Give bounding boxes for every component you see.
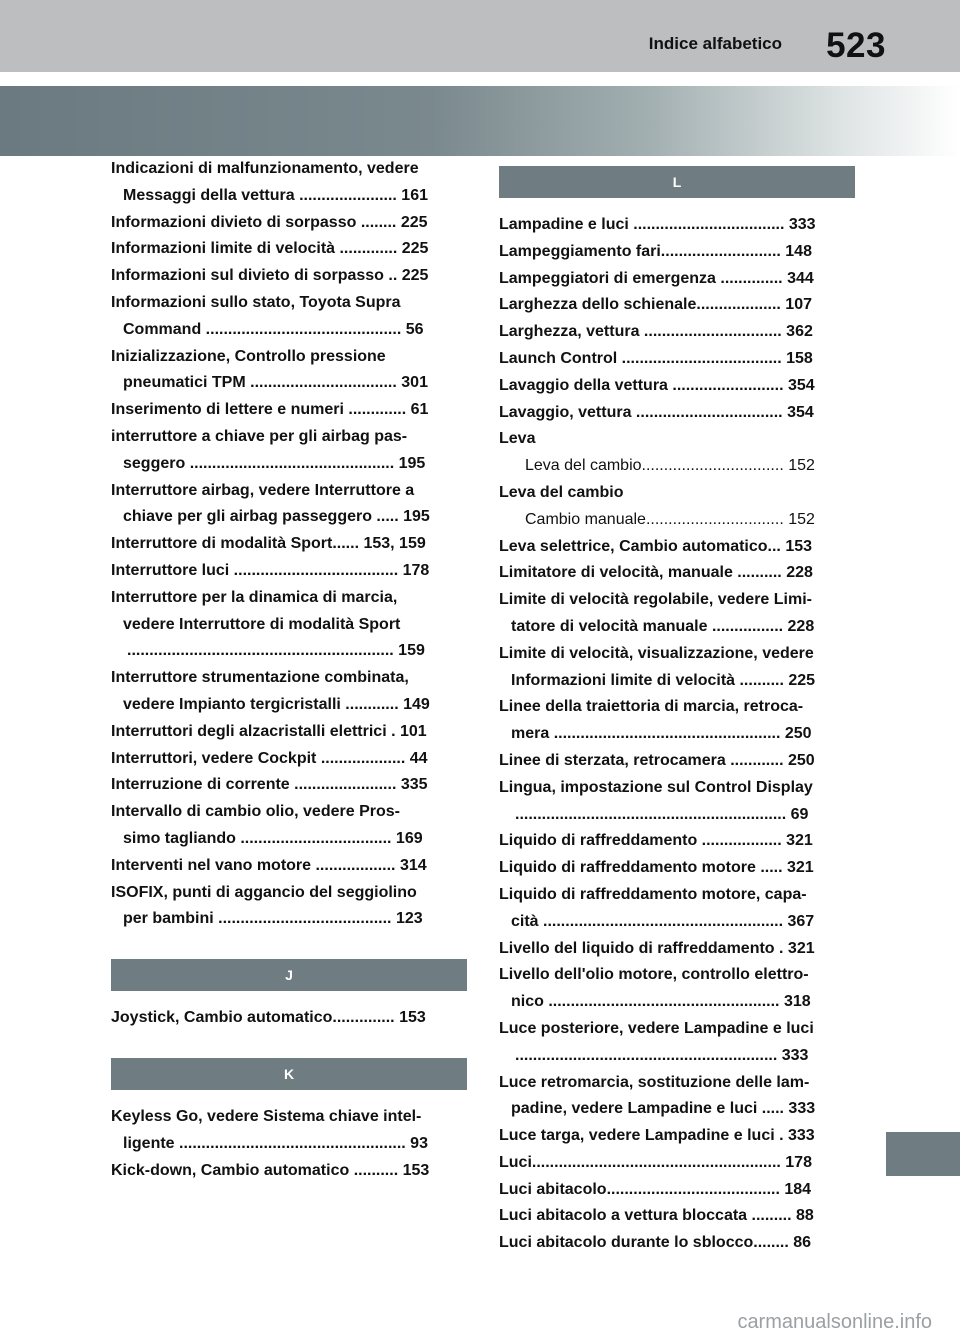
index-entry-continuation: per bambini ....................................... 123 xyxy=(123,910,423,928)
index-entry xyxy=(499,587,855,641)
section-letter-header: L xyxy=(499,166,855,198)
index-entry-text: Kick-down, Cambio automatico .......... 153 xyxy=(111,1161,430,1179)
index-entry xyxy=(499,748,855,775)
spacer xyxy=(111,991,467,1005)
index-entry-text: Lavaggio, vettura ................................. 354 xyxy=(499,403,814,421)
index-entry-text: Launch Control .................................... 158 xyxy=(499,349,813,367)
index-entry-continuation: mera ................................................... 250 xyxy=(511,725,812,743)
index-entry-text: Luce posteriore, vedere Lampadine e luci xyxy=(499,1019,814,1037)
index-entry xyxy=(499,936,855,963)
index-entry-text: Intervallo di cambio olio, vedere Pros- xyxy=(111,803,400,821)
index-entry-continuation: Command ............................................ 56 xyxy=(123,320,424,338)
index-entry xyxy=(499,373,855,400)
index-entry-text: Interventi nel vano motore .................. 314 xyxy=(111,856,427,874)
index-entry xyxy=(499,319,855,346)
index-entry xyxy=(499,292,855,319)
index-entry xyxy=(499,882,855,936)
index-entry-text: Interruttore airbag, vedere Interruttore a xyxy=(111,481,415,499)
index-entry-text: Leva xyxy=(499,430,536,448)
index-entry-continuation: tatore di velocità manuale ................ 228 xyxy=(511,617,815,635)
index-entry xyxy=(499,962,855,1016)
index-entry-text: Informazioni limite di velocità ............. 225 xyxy=(111,240,429,258)
index-entry-text: Informazioni divieto di sorpasso ........ 225 xyxy=(111,213,428,231)
index-entry-continuation: Messaggi della vettura ...................... 161 xyxy=(123,186,428,204)
index-entry-text: Luci abitacolo....................................... 184 xyxy=(499,1180,812,1198)
index-entry-text: Linee della traiettoria di marcia, retroca- xyxy=(499,698,804,716)
index-entry-text: Inizializzazione, Controllo pressione xyxy=(111,347,386,365)
index-entry-text: ISOFIX, punti di aggancio del seggiolino xyxy=(111,883,417,901)
index-entry-text: Luce targa, vedere Lampadine e luci . 333 xyxy=(499,1127,815,1145)
index-entry xyxy=(111,424,467,478)
index-entry-text: Lampeggiatori di emergenza .............. 344 xyxy=(499,269,814,287)
watermark: carmanualsonline.info xyxy=(737,1311,932,1333)
index-entry xyxy=(499,1123,855,1150)
index-entry-text: Informazioni sul divieto di sorpasso .. 225 xyxy=(111,267,429,285)
index-entry-continuation: Informazioni limite di velocità .......... 225 xyxy=(511,671,816,689)
index-entry-text: Informazioni sullo stato, Toyota Supra xyxy=(111,293,401,311)
index-entry xyxy=(111,531,467,558)
index-entry xyxy=(111,478,467,532)
index-entry-continuation: nico .................................................... 318 xyxy=(511,993,811,1011)
index-entry xyxy=(111,719,467,746)
index-entry-text: Limitatore di velocità, manuale .......... 228 xyxy=(499,564,813,582)
index-entry xyxy=(499,400,855,427)
index-entry-text: Luci abitacolo a vettura bloccata ......... 88 xyxy=(499,1207,814,1225)
index-entry-text: Luci abitacolo durante lo sblocco........ 86 xyxy=(499,1234,812,1252)
index-entry-continuation: cità ...................................................... 367 xyxy=(511,912,815,930)
index-entry-text: Liquido di raffreddamento motore, capa- xyxy=(499,885,807,903)
index-entry xyxy=(111,665,467,719)
right-column xyxy=(499,156,855,1257)
index-entry xyxy=(499,1070,855,1124)
index-entry-text: Interruttori degli alzacristalli elettrici . 101 xyxy=(111,722,427,740)
index-entry-text: Leva del cambio xyxy=(499,483,624,501)
index-entry-continuation: simo tagliando .................................. 169 xyxy=(123,829,423,847)
header-title: Indice alfabetico xyxy=(648,34,782,53)
index-entry xyxy=(499,775,855,829)
index-entry-continuation: pneumatici TPM ................................. 301 xyxy=(123,374,428,392)
index-entry-text: Liquido di raffreddamento motore ..... 321 xyxy=(499,859,814,877)
index-entry xyxy=(499,480,855,507)
index-entry xyxy=(499,1230,855,1257)
index-entry xyxy=(111,156,467,210)
index-entry-text: Lavaggio della vettura ......................... 354 xyxy=(499,376,815,394)
section-letter-header: J xyxy=(111,959,467,991)
section-side-tab xyxy=(886,1132,960,1176)
index-entry-text: Lampadine e luci .................................. 333 xyxy=(499,216,816,233)
section-letter-header: K xyxy=(111,1058,467,1090)
index-entry xyxy=(499,266,855,293)
index-entry-text: Livello dell'olio motore, controllo elettro- xyxy=(499,966,809,984)
index-entry-text: Liquido di raffreddamento .................. 321 xyxy=(499,832,813,850)
spacer xyxy=(111,1032,467,1058)
index-entry xyxy=(499,426,855,453)
index-entry xyxy=(499,641,855,695)
index-entry-text: Interruttori, vedere Cockpit ................... 44 xyxy=(111,749,428,767)
spacer xyxy=(111,1090,467,1104)
index-entry-text: Indicazioni di malfunzionamento, vedere xyxy=(111,160,419,177)
index-entry-continuation: ligente ................................................... 93 xyxy=(123,1134,428,1152)
index-entry-text: Interruzione di corrente ....................... 335 xyxy=(111,776,428,794)
index-entry-page-ref: ............................................................ 159 xyxy=(127,642,425,660)
index-entry xyxy=(111,290,467,344)
index-entry xyxy=(111,263,467,290)
index-entry xyxy=(499,534,855,561)
index-entry-text: Joystick, Cambio automatico.............. 153 xyxy=(111,1009,426,1027)
index-entry-continuation: chiave per gli airbag passeggero ..... 195 xyxy=(123,508,430,526)
index-entry xyxy=(499,212,855,239)
index-entry xyxy=(111,236,467,263)
index-entry-text: Linee di sterzata, retrocamera ............ 250 xyxy=(499,751,815,769)
header-bar xyxy=(0,0,960,72)
index-entry xyxy=(111,558,467,585)
index-entry xyxy=(499,1203,855,1230)
index-entry-text: Limite di velocità, visualizzazione, vedere xyxy=(499,644,814,662)
index-entry xyxy=(499,239,855,266)
index-entry xyxy=(111,210,467,237)
index-entry xyxy=(499,694,855,748)
index-entry-text: Lingua, impostazione sul Control Display xyxy=(499,778,813,796)
index-entry xyxy=(111,1158,467,1185)
index-entry xyxy=(499,855,855,882)
index-entry-text: Limite di velocità regolabile, vedere Limi- xyxy=(499,591,812,609)
index-entry-continuation: vedere Interruttore di modalità Sport xyxy=(123,615,401,633)
index-entry-text: Interruttore strumentazione combinata, xyxy=(111,669,409,687)
index-entry xyxy=(111,772,467,799)
index-entry-text: Lampeggiamento fari........................... 148 xyxy=(499,242,812,260)
index-entry xyxy=(111,1005,467,1032)
page-number: 523 xyxy=(826,26,886,65)
index-entry-continuation: vedere Impianto tergicristalli ............ 149 xyxy=(123,695,430,713)
index-entry-continuation: padine, vedere Lampadine e luci ..... 333 xyxy=(511,1100,816,1118)
index-entry xyxy=(499,828,855,855)
index-entry xyxy=(111,746,467,773)
left-column xyxy=(111,156,467,1184)
index-entry-text: Luci........................................................ 178 xyxy=(499,1153,812,1171)
index-entry-text: Interruttore luci ..................................... 178 xyxy=(111,561,430,579)
index-entry-text: Livello del liquido di raffreddamento . 321 xyxy=(499,939,815,957)
index-entry xyxy=(111,397,467,424)
index-entry xyxy=(499,1016,855,1070)
index-entry-text: Larghezza, vettura ............................... 362 xyxy=(499,323,813,341)
index-entry xyxy=(111,344,467,398)
index-entry xyxy=(111,1104,467,1158)
index-entry-page-ref: ........................................................... 333 xyxy=(515,1046,809,1064)
index-subentry: Cambio manuale............................... 152 xyxy=(525,510,815,528)
index-entry xyxy=(499,346,855,373)
spacer xyxy=(111,933,467,959)
index-entry-text: Larghezza dello schienale................... 107 xyxy=(499,296,812,314)
index-entry xyxy=(111,799,467,853)
header-banner xyxy=(0,86,960,156)
index-entry xyxy=(499,560,855,587)
index-entry-text: Inserimento di lettere e numeri ............. 61 xyxy=(111,401,429,419)
index-entry-text: Interruttore di modalità Sport...... 153, 159 xyxy=(111,535,426,553)
index-entry xyxy=(111,585,467,665)
index-entry-text: Interruttore per la dinamica di marcia, xyxy=(111,588,398,606)
index-subentry: Leva del cambio................................ 152 xyxy=(525,457,815,475)
index-entry-text: Luce retromarcia, sostituzione delle lam- xyxy=(499,1073,810,1091)
index-entry-text: Keyless Go, vedere Sistema chiave intel- xyxy=(111,1107,422,1125)
index-entry xyxy=(111,853,467,880)
index-entry-page-ref: ............................................................. 69 xyxy=(515,805,809,823)
index-entry xyxy=(111,880,467,934)
index-entry-text: interruttore a chiave per gli airbag pas- xyxy=(111,427,408,445)
index-entry-text: Leva selettrice, Cambio automatico... 153 xyxy=(499,537,813,555)
index-entry-continuation: seggero .............................................. 195 xyxy=(123,454,426,472)
index-entry xyxy=(499,1177,855,1204)
index-entry xyxy=(499,1150,855,1177)
